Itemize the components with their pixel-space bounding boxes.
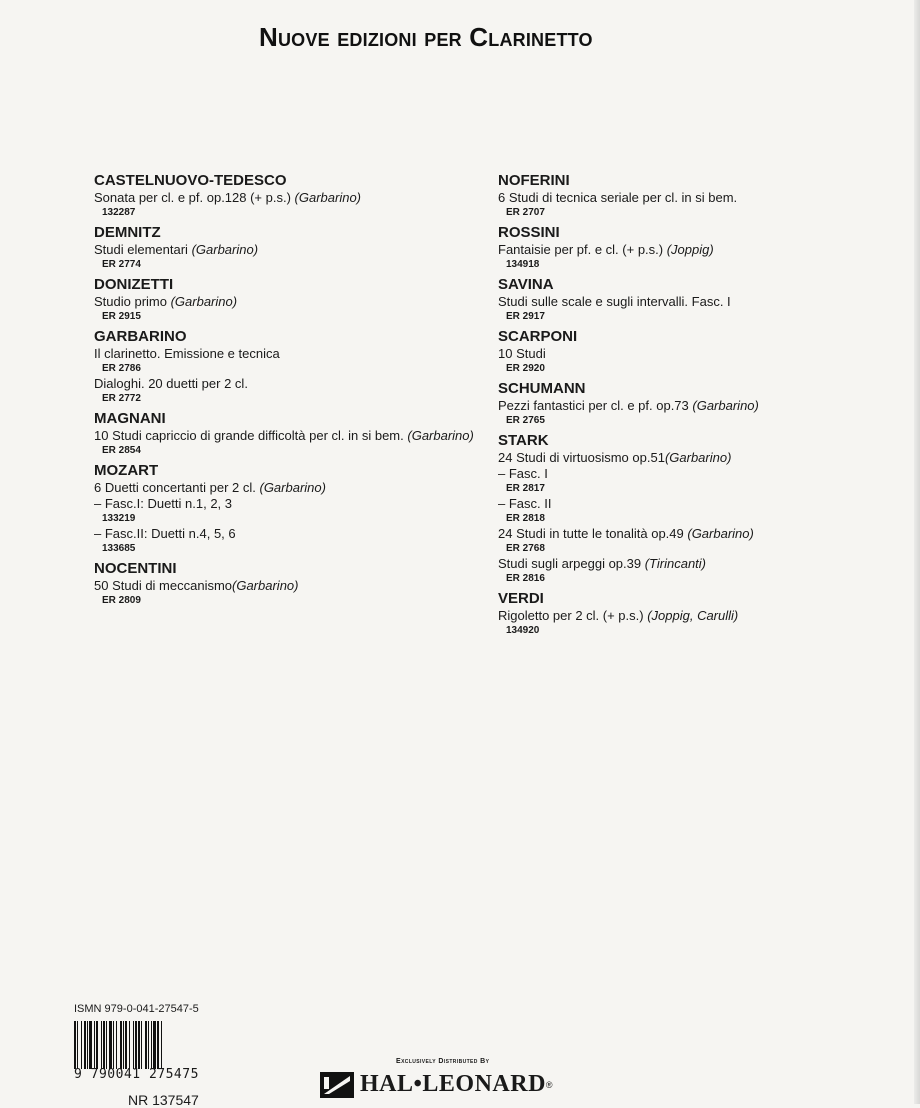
work-title: [94, 480, 474, 496]
composer-entry: [498, 589, 898, 638]
page-edge: [914, 0, 920, 1104]
product-number: NR 137547: [128, 1092, 199, 1108]
distributor-block: [320, 1058, 620, 1098]
barcode-bar: [145, 1021, 147, 1069]
catalog-code: ER 2818: [506, 513, 545, 524]
barcode-bar: [120, 1021, 122, 1069]
work-text: Fantaisie per pf. e cl. (+ p.s.): [498, 242, 667, 257]
barcode-bar: [125, 1021, 127, 1069]
editor-name: (Garbarino): [407, 428, 474, 443]
catalog-code: 134918: [506, 259, 540, 270]
editor-name: (Garbarino): [191, 242, 259, 257]
catalog-code: ER 2817: [506, 483, 545, 494]
catalog-code: ER 2920: [506, 363, 545, 374]
work-title: [94, 346, 474, 362]
composer-name: SAVINA: [498, 276, 554, 293]
work-title: [498, 190, 898, 206]
barcode-bar: [109, 1021, 112, 1069]
work-text: Studio primo: [94, 294, 171, 309]
barcode-bar: [116, 1021, 117, 1069]
composer-entry: [94, 223, 474, 272]
barcode-bar: [101, 1021, 102, 1069]
catalog-code: ER 2765: [506, 415, 545, 426]
catalog-code: 132287: [102, 207, 136, 218]
barcode-bar: [129, 1021, 130, 1069]
composer-entry: [94, 275, 474, 324]
barcode-number: 9 790041 275475: [74, 1067, 199, 1082]
editor-name: (Garbarino): [687, 526, 754, 541]
editor-name: (Garbarino): [692, 398, 759, 413]
work-text: Studi elementari: [94, 242, 192, 257]
barcode-bar: [89, 1021, 92, 1069]
left-column: [94, 170, 474, 611]
composer-entry: [94, 409, 474, 458]
barcode-bar: [123, 1021, 124, 1069]
barcode-bar: [138, 1021, 140, 1069]
editor-name: (Garbarino): [259, 480, 326, 495]
composer-entry: [498, 379, 898, 428]
barcode-bar: [157, 1021, 159, 1069]
registered-mark: ®: [545, 1079, 553, 1090]
composer-entry: [94, 559, 474, 608]
composer-entry: [94, 327, 474, 406]
composer-name: STARK: [498, 432, 549, 449]
work-title: [94, 376, 474, 392]
composer-entry: [498, 171, 898, 220]
barcode-bar: [141, 1021, 142, 1069]
catalog-code: ER 2786: [102, 363, 141, 374]
work-title: [94, 242, 474, 258]
work-title: [94, 190, 474, 206]
work-title: [498, 608, 898, 624]
work-title: [94, 526, 474, 542]
work-text: Rigoletto per 2 cl. (+ p.s.): [498, 608, 648, 623]
composer-entry: [498, 275, 898, 324]
composer-name: VERDI: [498, 590, 544, 607]
work-text: 6 Studi di tecnica seriale per cl. in si bem.: [498, 190, 738, 205]
composer-entry: [498, 327, 898, 376]
work-text: Dialoghi. 20 duetti per 2 cl.: [94, 376, 248, 391]
composer-name: MAGNANI: [94, 410, 166, 427]
work-text: 10 Studi capriccio di grande difficoltà per cl. in si bem.: [94, 428, 408, 443]
barcode-bar: [96, 1021, 98, 1069]
catalog-code: 133219: [102, 513, 136, 524]
page-title: Nuove edizioni per Clarinetto: [259, 22, 593, 52]
composer-entry: [498, 223, 898, 272]
barcode-bar: [74, 1021, 76, 1069]
work-text: Studi sulle scale e sugli intervalli. Fasc. I: [498, 294, 731, 309]
work-title: [94, 578, 474, 594]
composer-entry: [498, 431, 898, 586]
barcode-bar: [148, 1021, 149, 1069]
work-text: 24 Studi di virtuosismo op.51: [498, 450, 665, 465]
catalog-code: ER 2854: [102, 445, 141, 456]
work-title: [498, 398, 898, 414]
barcode-bar: [153, 1021, 156, 1069]
hal-leonard-logo: [320, 1071, 620, 1098]
work-title: [498, 450, 898, 466]
work-title: [498, 242, 898, 258]
barcode-bar: [161, 1021, 162, 1069]
barcode-bar: [133, 1021, 134, 1069]
isbn-text: ISMN 979-0-041-27547-5: [74, 1003, 199, 1015]
work-text: 10 Studi: [498, 346, 546, 361]
editor-name: (Joppig): [666, 242, 714, 257]
work-title: [498, 556, 898, 572]
editor-name: (Garbarino): [294, 190, 362, 205]
composer-name: CASTELNUOVO-TEDESCO: [94, 172, 287, 189]
barcode-bar: [81, 1021, 82, 1069]
work-title: [498, 466, 898, 482]
isbn-block: [72, 1002, 212, 1082]
composer-name: SCARPONI: [498, 328, 578, 345]
work-text: Pezzi fantastici per cl. e pf. op.73: [498, 398, 693, 413]
barcode-bar: [84, 1021, 86, 1069]
editor-name: (Garbarino): [664, 450, 732, 465]
composer-name: GARBARINO: [94, 328, 187, 345]
catalog-code: 133685: [102, 543, 136, 554]
barcode-bar: [77, 1021, 78, 1069]
composer-name: NOCENTINI: [94, 560, 177, 577]
work-title: [498, 526, 898, 542]
editor-name: (Garbarino): [232, 578, 299, 593]
work-text: – Fasc. I: [498, 466, 548, 481]
catalog-code: ER 2707: [506, 207, 545, 218]
distributor-name: HAL•LEONARD: [360, 1071, 546, 1097]
catalog-code: ER 2809: [102, 595, 141, 606]
catalog-code: ER 2917: [506, 311, 545, 322]
work-title: [94, 294, 474, 310]
work-title: [498, 496, 898, 512]
composer-entry: [94, 171, 474, 220]
work-text: 50 Studi di meccanismo: [94, 578, 233, 593]
work-text: – Fasc.II: Duetti n.4, 5, 6: [94, 526, 236, 541]
work-text: 24 Studi in tutte le tonalità op.49: [498, 526, 688, 541]
distributor-caption: Exclusively Distributed By: [396, 1058, 490, 1065]
barcode-bar: [113, 1021, 114, 1069]
barcode-bar: [135, 1021, 137, 1069]
barcode: [72, 1021, 212, 1069]
editor-name: (Tirincanti): [644, 556, 706, 571]
work-text: 6 Duetti concertanti per 2 cl.: [94, 480, 260, 495]
catalog-code: 134920: [506, 625, 540, 636]
editor-name: (Joppig, Carulli): [647, 608, 739, 623]
catalog-code: ER 2816: [506, 573, 545, 584]
barcode-bar: [106, 1021, 107, 1069]
hal-leonard-emblem-icon: [320, 1072, 354, 1098]
composer-name: ROSSINI: [498, 224, 560, 241]
composer-name: NOFERINI: [498, 172, 570, 189]
barcode-bar: [94, 1021, 95, 1069]
composer-name: DEMNITZ: [94, 224, 161, 241]
catalog-code: ER 2774: [102, 259, 141, 270]
composer-name: MOZART: [94, 462, 159, 479]
work-text: – Fasc.I: Duetti n.1, 2, 3: [94, 496, 233, 511]
editor-name: (Garbarino): [170, 294, 238, 309]
barcode-bar: [87, 1021, 88, 1069]
work-text: Studi sugli arpeggi op.39: [498, 556, 645, 571]
catalog-code: ER 2915: [102, 311, 141, 322]
barcode-bar: [151, 1021, 152, 1069]
composer-name: DONIZETTI: [94, 276, 174, 293]
catalog-code: ER 2768: [506, 543, 545, 554]
work-title: [498, 294, 898, 310]
work-text: Sonata per cl. e pf. op.128 (+ p.s.): [94, 190, 295, 205]
work-title: [498, 346, 898, 362]
composer-entry: [94, 461, 474, 556]
catalog-code: ER 2772: [102, 393, 141, 404]
work-title: [94, 428, 474, 444]
work-text: Il clarinetto. Emissione e tecnica: [94, 346, 280, 361]
barcode-bar: [103, 1021, 105, 1069]
work-text: – Fasc. II: [498, 496, 552, 511]
right-column: [498, 170, 898, 641]
work-title: [94, 496, 474, 512]
composer-name: SCHUMANN: [498, 380, 586, 397]
